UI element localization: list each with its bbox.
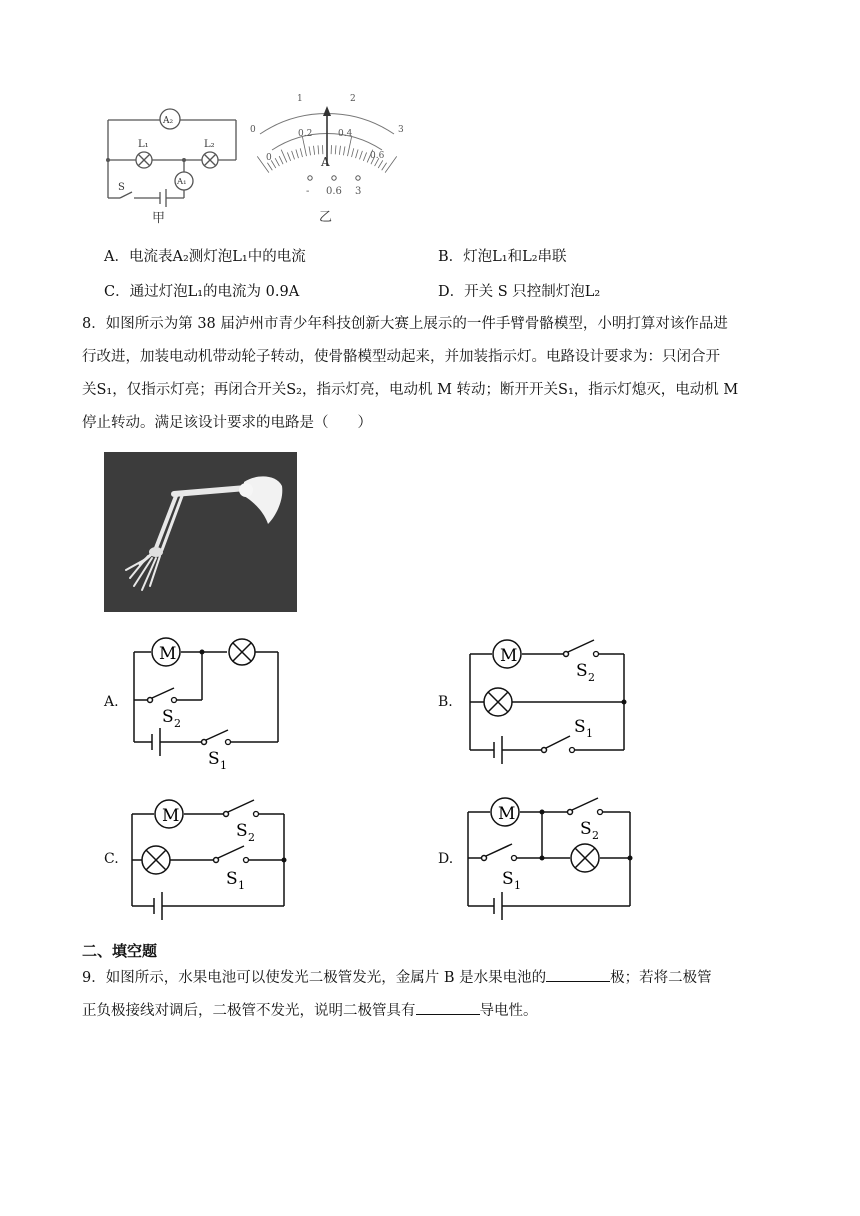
s2-sub: 2: [248, 831, 255, 844]
q8-circuit-c: [124, 792, 294, 922]
q7-option-c: C．通过灯泡L₁的电流为 0.9A: [104, 284, 300, 300]
q8-line-4: 停止转动。满足该设计要求的电路是（ ）: [82, 415, 372, 431]
q8-circuit-d: [460, 792, 640, 922]
scale-tick: [296, 150, 299, 159]
scale-tick: [281, 150, 287, 163]
q7-option-b: B．灯泡L₁和L₂串联: [438, 249, 567, 265]
scale-tick: [385, 156, 397, 172]
meter-top-2: 2: [350, 94, 356, 104]
scale-tick: [309, 146, 310, 155]
q9-blank-1[interactable]: [546, 967, 610, 982]
scale-tick: [343, 146, 344, 155]
s2-label: S: [576, 661, 588, 681]
arm-skeleton-image: [104, 452, 297, 612]
meter-top-1: 1: [297, 94, 303, 104]
section-title: 二、填空题: [82, 942, 158, 960]
meter-bot-0: 0: [266, 153, 272, 163]
meter-top-0: 0: [250, 125, 256, 135]
scale-tick: [318, 145, 319, 154]
yi-label: 乙: [319, 210, 333, 225]
scale-tick: [359, 151, 362, 160]
terminal-06: 0.6: [326, 186, 342, 197]
l2-label: L₂: [204, 139, 215, 150]
q8-option-c-label: C.: [104, 851, 119, 867]
q9-line-1: [82, 967, 712, 989]
meter-bot-1: 0.2: [298, 129, 313, 139]
scale-tick: [279, 156, 283, 164]
a1-label: A₁: [177, 177, 187, 187]
q7-option-d: D．开关 S 只控制灯泡L₂: [438, 284, 601, 300]
scale-tick: [352, 148, 354, 157]
s2-sub: 2: [174, 717, 181, 730]
scale-tick: [287, 152, 290, 160]
scale-tick: [271, 160, 276, 168]
s2-sub: 2: [588, 671, 595, 684]
q7-option-a: A．电流表A₂测灯泡L₁中的电流: [104, 249, 306, 265]
motor-label: M: [159, 644, 177, 664]
q9-text-2a: 正负极接线对调后，二极管不发光，说明二极管具有: [82, 1003, 416, 1019]
q8-option-a-label: A.: [104, 694, 119, 710]
s1-sub: 1: [220, 759, 227, 772]
meter-bot-3: 0.6: [370, 151, 385, 161]
q8-line-3: 关S₁，仅指示灯亮；再闭合开关S₂，指示灯亮，电动机 M 转动；断开开关S₁，指示灯熄灭，电动机 M: [82, 382, 739, 398]
arm-skeleton-photo: [104, 452, 297, 612]
scale-tick: [302, 137, 306, 157]
scale-tick: [356, 150, 359, 159]
s1-label: S: [226, 869, 238, 889]
s1-label: S: [208, 749, 220, 769]
q8-option-d-label: D.: [438, 851, 454, 867]
s-label: S: [118, 182, 125, 193]
scale-tick: [335, 145, 336, 154]
q8-line-1: 8．如图所示为第 38 届泸州市青少年科技创新大赛上展示的一件手臂骨骼模型，小明打算对该作品进: [82, 316, 728, 332]
q9-blank-2[interactable]: [416, 1000, 480, 1015]
s1-sub: 1: [586, 727, 593, 740]
q8-option-b-label: B.: [438, 694, 453, 710]
motor-label: M: [500, 646, 518, 666]
q9-text-1b: 极；若将二极管: [610, 970, 712, 986]
q9-text-2b: 导电性。: [479, 1003, 538, 1019]
q8-circuit-a: [126, 632, 286, 772]
s2-label: S: [162, 707, 174, 727]
meter-unit: A: [321, 155, 330, 169]
scale-tick: [267, 163, 272, 171]
scale-tick: [348, 137, 352, 157]
s1-sub: 1: [238, 879, 245, 892]
s2-label: S: [236, 821, 248, 841]
q7-circuit-jia: [100, 92, 250, 227]
terminal-3: 3: [355, 186, 362, 197]
scale-tick: [363, 152, 366, 160]
s1-label: S: [574, 717, 586, 737]
terminal-neg: -: [306, 186, 310, 197]
scale-tick: [292, 151, 295, 160]
q8-circuit-b: [462, 632, 632, 772]
q7-ammeter-yi: [242, 88, 412, 228]
a2-label: A₂: [163, 116, 174, 126]
jia-label: 甲: [152, 211, 166, 226]
scale-tick: [314, 146, 315, 155]
q9-line-2: [82, 1000, 538, 1022]
motor-label: M: [162, 806, 180, 826]
scale-tick: [339, 146, 340, 155]
meter-bot-2: 0.4: [338, 129, 353, 139]
q9-text-1a: 9．如图所示，水果电池可以使发光二极管发光，金属片 B 是水果电池的: [82, 970, 547, 986]
motor-label: M: [498, 804, 516, 824]
scale-tick: [382, 163, 387, 171]
s1-label: S: [502, 869, 514, 889]
scale-tick: [275, 158, 279, 166]
s2-sub: 2: [592, 829, 599, 842]
q8-line-2: 行改进，加装电动机带动轮子转动，使骨骼模型动起来，并加装指示灯。电路设计要求为：只闭合开: [82, 349, 720, 365]
scale-tick: [378, 160, 383, 168]
s2-label: S: [580, 819, 592, 839]
meter-top-3: 3: [398, 125, 404, 135]
scale-tick: [300, 148, 302, 157]
l1-label: L₁: [138, 139, 149, 150]
s1-sub: 1: [514, 879, 521, 892]
